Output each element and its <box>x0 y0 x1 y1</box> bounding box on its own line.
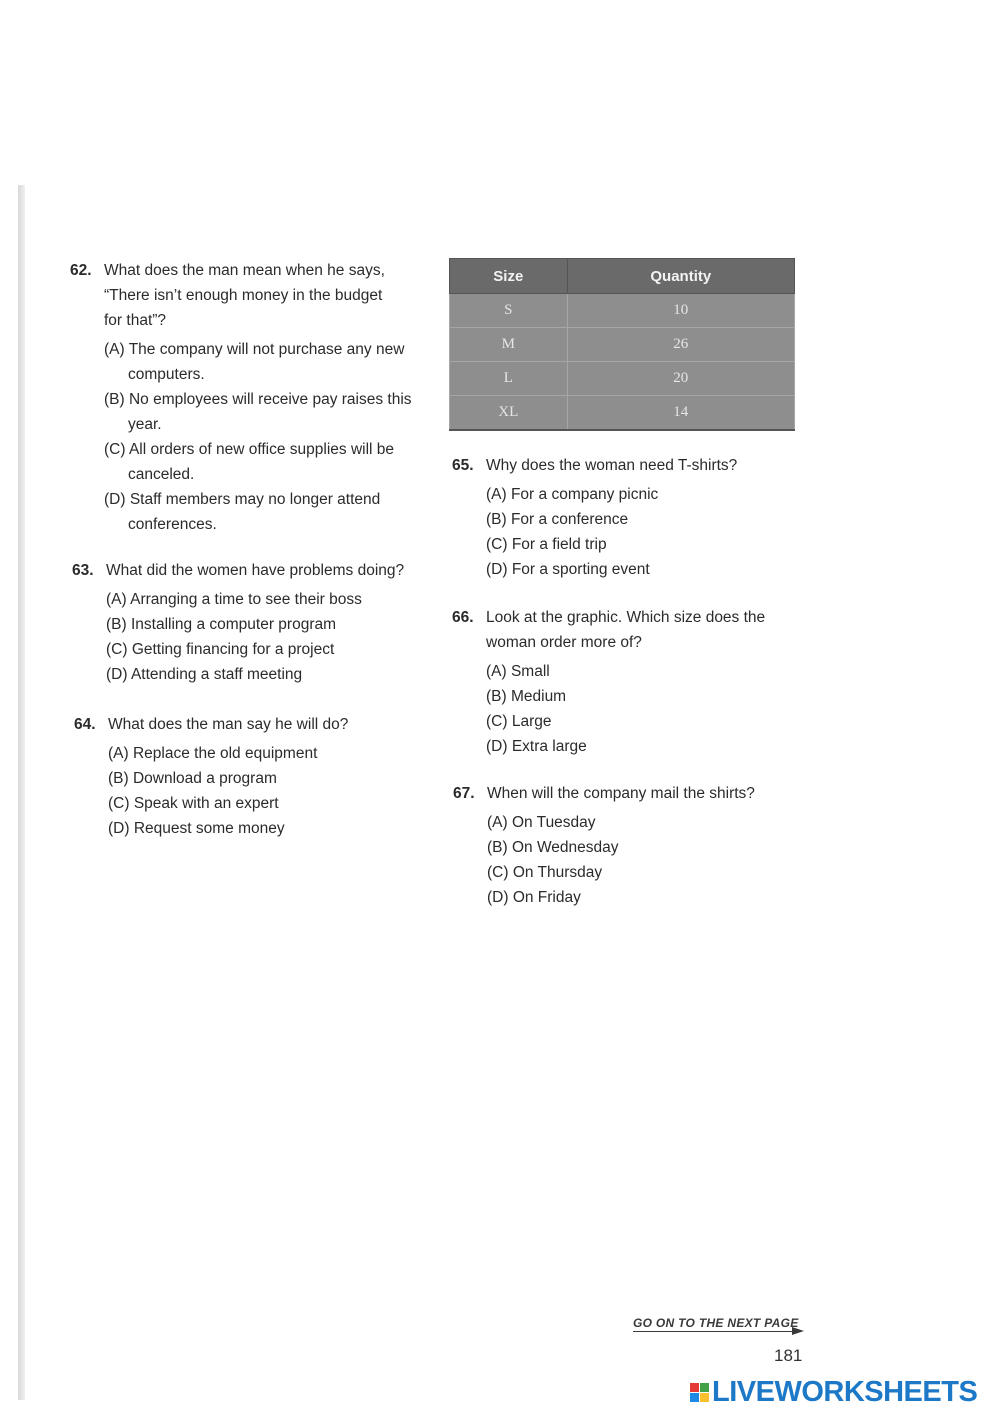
answer-option-b[interactable]: (B) No employees will receive pay raises this year. <box>104 391 412 433</box>
liveworksheets-icon <box>690 1383 709 1402</box>
answer-option-a[interactable]: (A) Arranging a time to see their boss <box>106 591 362 608</box>
answer-option-c[interactable]: (C) All orders of new office supplies will be canceled. <box>104 441 395 483</box>
quantity-cell: 20 <box>567 362 794 396</box>
answer-option-d[interactable]: (D) For a sporting event <box>486 561 650 578</box>
answer-option-b[interactable]: (B) On Wednesday <box>487 839 619 856</box>
answer-option-c[interactable]: (C) For a field trip <box>486 536 607 553</box>
size-cell: S <box>450 294 568 328</box>
table-row <box>450 328 795 362</box>
answer-option-d[interactable]: (D) Request some money <box>108 820 285 837</box>
answer-option-c[interactable]: (C) Getting financing for a project <box>106 641 335 658</box>
question-number: 67. <box>453 785 475 802</box>
answer-option-b[interactable]: (B) For a conference <box>486 511 629 528</box>
size-cell: XL <box>450 396 568 431</box>
size-cell: L <box>450 362 568 396</box>
quantity-cell: 10 <box>567 294 794 328</box>
answer-option-b[interactable]: (B) Medium <box>486 688 567 705</box>
question-number: 64. <box>74 716 96 733</box>
size-quantity-table <box>449 258 795 431</box>
answer-option-c[interactable]: (C) Large <box>486 713 552 730</box>
answer-options <box>486 659 812 759</box>
arrow-right-icon <box>792 1327 804 1335</box>
question-stem: When will the company mail the shirts? <box>487 785 755 802</box>
table-row <box>450 294 795 328</box>
answer-option-a[interactable]: (A) On Tuesday <box>487 814 596 831</box>
next-page-label: GO ON TO THE NEXT PAGE <box>633 1316 799 1330</box>
question-stem: What does the man mean when he says, “There isn’t enough money in the budget for that”? <box>104 262 385 329</box>
answer-option-d[interactable]: (D) Staff members may no longer attend conferences. <box>104 491 381 533</box>
question-number: 66. <box>452 609 474 626</box>
question-63 <box>72 558 432 687</box>
answer-options <box>104 337 430 537</box>
answer-option-b[interactable]: (B) Installing a computer program <box>106 616 337 633</box>
header-size: Size <box>450 259 568 294</box>
answer-options <box>108 741 434 841</box>
table-header-row <box>450 259 795 294</box>
question-stem: What does the man say he will do? <box>108 716 349 733</box>
page-number: 181 <box>774 1346 803 1365</box>
answer-option-d[interactable]: (D) Extra large <box>486 738 587 755</box>
answer-option-c[interactable]: (C) Speak with an expert <box>108 795 279 812</box>
question-65 <box>452 453 812 582</box>
arrow-line <box>633 1331 793 1332</box>
question-stem: Look at the graphic. Which size does the woman order more of? <box>486 609 766 651</box>
question-stem: What did the women have problems doing? <box>106 562 405 579</box>
question-64 <box>74 712 434 841</box>
question-number: 63. <box>72 562 94 579</box>
answer-option-d[interactable]: (D) Attending a staff meeting <box>106 666 303 683</box>
table-row <box>450 362 795 396</box>
answer-options <box>487 810 813 910</box>
question-66 <box>452 605 812 759</box>
liveworksheets-logo <box>690 1376 977 1408</box>
answer-options <box>106 587 432 687</box>
answer-option-a[interactable]: (A) Small <box>486 663 550 680</box>
answer-option-a[interactable]: (A) The company will not purchase any new computers. <box>104 341 405 383</box>
answer-option-a[interactable]: (A) For a company picnic <box>486 486 659 503</box>
question-number: 65. <box>452 457 474 474</box>
brand-name: LIVEWORKSHEETS <box>712 1375 978 1408</box>
page-binding-edge <box>18 185 25 1400</box>
question-62 <box>70 258 430 537</box>
question-stem: Why does the woman need T-shirts? <box>486 457 738 474</box>
quantity-cell: 14 <box>567 396 794 431</box>
question-67 <box>453 781 813 910</box>
answer-option-c[interactable]: (C) On Thursday <box>487 864 603 881</box>
table-row <box>450 396 795 431</box>
answer-option-a[interactable]: (A) Replace the old equipment <box>108 745 318 762</box>
answer-option-b[interactable]: (B) Download a program <box>108 770 277 787</box>
answer-option-d[interactable]: (D) On Friday <box>487 889 581 906</box>
answer-options <box>486 482 812 582</box>
size-cell: M <box>450 328 568 362</box>
question-number: 62. <box>70 262 92 279</box>
quantity-cell: 26 <box>567 328 794 362</box>
header-quantity: Quantity <box>567 259 794 294</box>
